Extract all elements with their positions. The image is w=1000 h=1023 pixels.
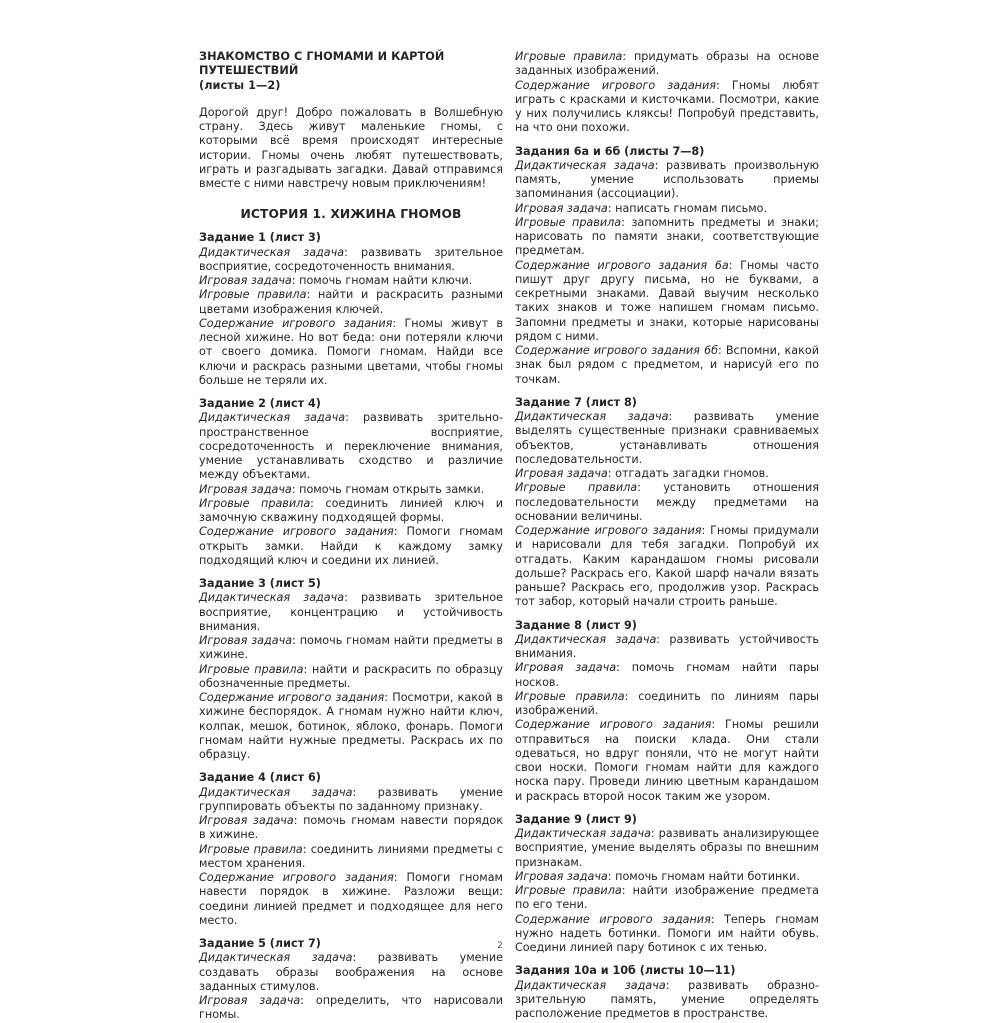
task-heading: Задание 1 (лист 3) [199,231,321,245]
value-game-content: Помоги гномам открыть замки. Найди к каждому замку подходящий ключ и соедини их линией. [199,525,503,567]
label-game-task: Игровая задача [199,274,292,288]
label-didactic: Дидактическая задача [515,410,669,423]
task-game-task: Игровая задача: помочь гномам найти предметы в хижине. [199,634,503,662]
intro-paragraph: Дорогой друг! Добро пожаловать в Волшебную страну. Здесь живут маленькие гномы, с которыми всё время происходят интересные истории. Гномы очень любят путешествовать, играть и разгадывать загадки. Давай отправимся вместе с ними навстречу новым приключениям! [199,105,503,191]
value-game-task: отгадать загадки гномов. [615,467,769,480]
task-game-task: Игровая задача: помочь гномам открыть замки. [199,482,485,496]
value-game-content-6b: Вспомни, какой знак был рядом с предметом, и нарисуй его по точкам. [515,344,820,386]
task-didactic: Дидактическая задача: развивать зрительно-пространственное восприятие, сосредоточенность и переключение внимания, умение устанавливать сходство и различие между объектами. [199,411,504,482]
value-didactic: развивать анализирующее восприятие, умение выделять образы по внешним признакам. [515,827,819,869]
value-game-rules: соединить по линиям пары изображений. [515,689,819,717]
label-game-content: Содержание игрового задания [199,525,394,539]
task-block [199,771,503,928]
task-game-task: Игровая задача: помочь гномам найти пары носков. [515,661,820,689]
task-game-content: Содержание игрового задания: Теперь гномам нужно надеть ботинки. Помоги им найти обувь. Соедини линией пару ботинок с их тенью. [515,912,819,954]
task-game-rules: Игровые правила: соединить по линиям пары изображений. [515,689,819,717]
task-didactic: Дидактическая задача: развивать умение выделять существенные признаки сравниваемых объектов, устанавливать отношения последовательности. [515,410,819,466]
label-didactic: Дидактическая задача [515,827,651,840]
label-didactic: Дидактическая задача [199,245,345,259]
task-game-rules: Игровые правила: найти и раскрасить разными цветами изображения ключей. [199,288,503,316]
task-heading: Задания 10а и 10б (листы 10—11) [515,964,736,978]
value-game-content-6a: Гномы часто пишут друг другу письма, но не буквами, а секретными знаками. Давай выучим несколько таких знаков и тоже напишем гномам письмо. Запомни предметы и знаки, которые нарисованы рядом с ними. [515,258,820,343]
value-game-rules: соединить линиями предметы с местом хранения. [199,842,504,870]
label-game-rules: Игровые правила [515,215,622,229]
task-game-rules: Игровые правила: придумать образы на основе заданных изображений. [515,50,820,78]
label-game-rules: Игровые правила [199,496,311,510]
two-column-body [199,50,819,1023]
label-game-rules: Игровые правила [199,288,307,302]
label-game-task: Игровая задача [515,661,617,675]
value-game-rules: запомнить предметы и знаки; нарисовать по памяти знаки, соответствующие предметам. [515,215,820,258]
label-game-task: Игровая задача [199,482,292,496]
task-heading: Задания 6а и 6б (листы 7—8) [515,144,705,158]
task-game-rules: Игровые правила: установить отношения последовательности между предметами на основании величины. [515,481,819,523]
task-game-task: Игровая задача: определить, что нарисовали гномы. [199,994,503,1022]
value-didactic: развивать умение группировать объекты по заданному признаку. [199,785,503,813]
value-didactic: развивать умение выделять существенные признаки сравниваемых объектов, устанавливать отношения последовательности. [515,410,819,466]
page-number: 2 [497,941,503,951]
task-block [199,577,503,762]
value-game-task: помочь гномам открыть замки. [299,482,485,496]
task-block [515,619,819,804]
task-game-content: Содержание игрового задания: Гномы живут в лесной хижине. Но вот беда: они потеряли ключи от своего домика. Помоги гномам. Найди все ключи и раскрась разными цветами, чтобы гномы больше не теряли их. [199,316,504,387]
task-game-content-6a: Содержание игрового задания 6а: Гномы часто пишут друг другу письма, но не буквами, а секретными знаками. Давай выучим несколько таких знаков и тоже напишем гномам письмо. Запомни предметы и знаки, которые нарисованы рядом с ними. [515,258,820,343]
task-didactic: Дидактическая задача: развивать умение создавать образы воображения на основе заданных стимулов. [199,951,503,993]
value-game-content: Гномы живут в лесной хижине. Но вот беда: они потеряли ключи от своего домика. Помоги гномам. Найди все ключи и раскрась разными цветами, чтобы гномы больше не теряли их. [199,316,504,387]
task-block [515,813,819,956]
label-game-task: Игровая задача [199,994,301,1008]
task-block [199,231,503,388]
label-game-content-6a: Содержание игрового задания 6а [515,258,729,272]
label-game-content: Содержание игрового задания [199,691,385,705]
value-didactic: развивать произвольную память, умение использовать приемы запоминания (ассоциации). [515,158,819,201]
value-game-content: Теперь гномам нужно надеть ботинки. Помоги им найти обувь. Соедини линией пару ботинок с их тенью. [515,912,819,954]
value-game-task: помочь гномам найти ключи. [299,274,473,288]
value-game-content: Посмотри, какой в хижине беспорядок. А гномам нужно найти ключ, колпак, мешок, ботинок, яблоко, фонарь. Помоги гномам найти нужные предметы. Раскрась их по образцу. [199,691,503,762]
task-didactic: Дидактическая задача: развивать устойчивость внимания. [515,632,819,660]
task-block [199,397,503,568]
value-game-rules: найти изображение предмета по его тени. [515,884,820,912]
label-didactic: Дидактическая задача [515,632,657,646]
task-game-content: Содержание игрового задания: Гномы любят играть с красками и кисточками. Посмотри, какие у них получились кляксы! Попробуй представить, на что они похожи. [515,78,820,135]
label-game-rules: Игровые правила [199,842,303,856]
task-game-rules: Игровые правила: найти изображение предмета по его тени. [515,884,820,912]
task-game-content: Содержание игрового задания: Посмотри, какой в хижине беспорядок. А гномам нужно найти ключ, колпак, мешок, ботинок, яблоко, фонарь. Помоги гномам найти нужные предметы. Раскрась их по образцу. [199,691,503,762]
label-game-content: Содержание игрового задания [515,78,716,92]
task-game-content: Содержание игрового задания: Помоги гномам навести порядок в хижине. Разложи вещи: соедини линией предмет и подходящее для него место. [199,871,503,927]
value-didactic: развивать устойчивость внимания. [515,632,819,660]
left-column [199,50,503,1023]
task-game-content: Содержание игрового задания: Гномы решили отправиться на поиски клада. Они стали одеваться, но вдруг поняли, что не могут найти свои носки. Помоги гномам найти для каждого носка пару. Проведи линию цветным карандашом и раскрась второй носок таким же узором. [515,718,820,803]
task-game-content: Содержание игрового задания: Гномы придумали и нарисовали для тебя загадки. Попробуй их отгадать. Каким карандашом гномы рисовали дольше? Раскрась его. Какой шарф начали вязать раньше? Раскрась его, продолжив узор. Раскрась тот забор, который начали строить раньше. [515,524,820,609]
value-game-rules: соединить линией ключ и замочную скважину подходящей формы. [199,496,503,525]
task-heading: Задание 7 (лист 8) [515,395,637,409]
task-game-task: Игровая задача: помочь гномам найти ботинки. [515,869,800,883]
value-game-task: помочь гномам найти пары носков. [515,661,820,689]
story-heading: ИСТОРИЯ 1. ХИЖИНА ГНОМОВ [240,207,462,222]
label-didactic: Дидактическая задача [199,411,346,425]
task-game-task: Игровая задача: помочь гномам навести порядок в хижине. [199,814,503,842]
task-block-continued [515,50,819,136]
value-didactic: развивать зрительное восприятие, концентрацию и устойчивость внимания. [199,591,503,633]
label-game-content: Содержание игрового задания [199,871,394,885]
value-game-content: Гномы придумали и нарисовали для тебя загадки. Попробуй их отгадать. Каким карандашом гномы рисовали дольше? Раскрась его. Какой шарф начали вязать раньше? Раскрась его, продолжив узор. Раскрась тот забор, который начали строить раньше. [515,524,820,609]
label-didactic: Дидактическая задача [199,785,353,799]
label-game-task: Игровая задача [515,869,608,883]
task-heading: Задание 5 (лист 7) [199,937,321,951]
label-didactic: Дидактическая задача [515,158,655,172]
document-title [199,50,503,93]
value-game-task: написать гномам письмо. [615,201,768,215]
value-didactic: развивать зрительное восприятие, сосредоточенность внимания. [199,245,503,273]
value-game-task: помочь гномам навести порядок в хижине. [199,814,503,842]
task-heading: Задание 4 (лист 6) [199,771,321,785]
value-game-content: Гномы любят играть с красками и кисточками. Посмотри, какие у них получились кляксы! Попробуй представить, на что они похожи. [515,78,820,135]
label-game-task: Игровая задача [199,634,293,648]
value-game-content: Гномы решили отправиться на поиски клада. Они стали одеваться, но вдруг поняли, что не могут найти свои носки. Помоги гномам найти для каждого носка пару. Проведи линию цветным карандашом и раскрась второй носок таким же узором. [515,718,820,803]
label-game-task: Игровая задача [199,814,294,828]
value-game-content: Помоги гномам навести порядок в хижине. Разложи вещи: соедини линией предмет и подходящее для него место. [199,871,503,927]
task-heading: Задание 2 (лист 4) [199,397,321,411]
document-title-line2: (листы 1—2) [199,78,281,92]
value-didactic: развивать умение создавать образы воображения на основе заданных стимулов. [199,951,503,993]
label-game-content: Содержание игрового задания [515,524,702,537]
task-game-task: Игровая задача: помочь гномам найти ключи. [199,274,473,288]
value-game-rules: придумать образы на основе заданных изображений. [515,50,820,78]
task-didactic: Дидактическая задача: развивать зрительное восприятие, концентрацию и устойчивость внимания. [199,591,503,633]
task-block [515,396,819,610]
task-game-rules: Игровые правила: найти и раскрасить по образцу обозначенные предметы. [199,662,504,690]
task-game-content-6b: Содержание игрового задания 6б: Вспомни, какой знак был рядом с предметом, и нарисуй его по точкам. [515,344,820,386]
label-game-rules: Игровые правила [515,50,623,63]
value-game-task: помочь гномам найти ботинки. [615,869,800,883]
label-game-rules: Игровые правила [515,481,638,495]
label-game-rules: Игровые правила [515,884,622,897]
label-didactic: Дидактическая задача [199,951,353,965]
label-game-content-6b: Содержание игрового задания 6б [515,344,719,357]
value-didactic: развивать образно-зрительную память, умение определять расположение предметов в пространстве. [515,978,819,1020]
task-didactic: Дидактическая задача: развивать умение группировать объекты по заданному признаку. [199,785,503,813]
document-title-line1: ЗНАКОМСТВО С ГНОМАМИ И КАРТОЙ ПУТЕШЕСТВИЙ [199,50,445,78]
value-game-rules: найти и раскрасить по образцу обозначенные предметы. [199,662,504,690]
task-block [515,145,819,387]
task-heading: Задание 9 (лист 9) [515,812,637,826]
task-game-rules: Игровые правила: соединить линией ключ и замочную скважину подходящей формы. [199,496,503,525]
value-game-task: помочь гномам найти предметы в хижине. [199,634,503,662]
label-game-task: Игровая задача [515,467,608,480]
label-game-task: Игровая задача [515,201,608,215]
task-didactic: Дидактическая задача: развивать произвольную память, умение использовать приемы запоминания (ассоциации). [515,158,819,201]
label-game-content: Содержание игрового задания [515,718,712,732]
label-didactic: Дидактическая задача [515,978,666,992]
task-heading: Задание 8 (лист 9) [515,618,637,632]
label-game-content: Содержание игрового задания [199,316,393,330]
right-column [515,50,819,1023]
task-block [515,964,819,1021]
value-didactic: развивать зрительно-пространственное восприятие, сосредоточенность и переключение внимания, умение устанавливать сходство и различие между объектами. [199,411,504,482]
value-game-rules: установить отношения последовательности между предметами на основании величины. [515,481,819,523]
task-game-rules: Игровые правила: соединить линиями предметы с местом хранения. [199,842,504,870]
task-didactic: Дидактическая задача: развивать зрительное восприятие, сосредоточенность внимания. [199,245,503,273]
task-game-content: Содержание игрового задания: Помоги гномам открыть замки. Найди к каждому замку подходящий ключ и соедини их линией. [199,525,503,567]
value-game-rules: найти и раскрасить разными цветами изображения ключей. [199,288,503,316]
task-game-task: Игровая задача: написать гномам письмо. [515,201,768,215]
label-game-rules: Игровые правила [199,662,304,676]
task-game-task: Игровая задача: отгадать загадки гномов. [515,467,769,480]
task-didactic: Дидактическая задача: развивать анализирующее восприятие, умение выделять образы по внешним признакам. [515,827,819,869]
task-game-rules: Игровые правила: запомнить предметы и знаки; нарисовать по памяти знаки, соответствующие предметам. [515,215,820,258]
value-game-task: определить, что нарисовали гномы. [199,994,503,1022]
label-didactic: Дидактическая задача [199,591,345,605]
task-heading: Задание 3 (лист 5) [199,577,321,591]
label-game-content: Содержание игрового задания [515,912,711,926]
task-didactic: Дидактическая задача: развивать образно-зрительную память, умение определять расположение предметов в пространстве. [515,978,819,1020]
label-game-rules: Игровые правила [515,689,625,703]
